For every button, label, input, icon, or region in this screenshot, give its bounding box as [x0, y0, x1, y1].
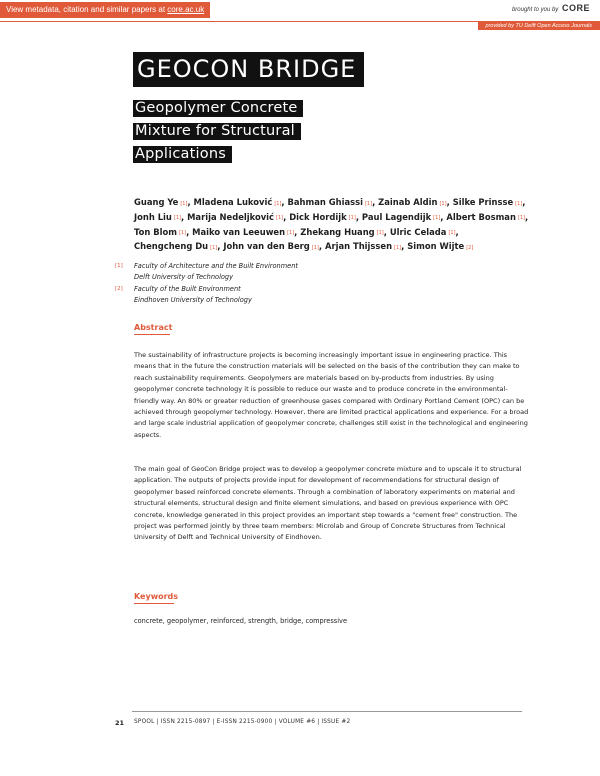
core-link-url[interactable]: core.ac.uk: [167, 5, 205, 14]
abstract-heading: Abstract: [134, 323, 170, 335]
author: [390, 227, 456, 237]
author-name: Ton Blom: [134, 226, 177, 237]
author-name: Maiko van Leeuwen: [192, 226, 286, 237]
affiliation-marker: [1]: [287, 230, 295, 237]
author: [289, 212, 356, 222]
author-name: Mladena Luković: [193, 197, 273, 207]
affiliation-marker: [1]: [180, 200, 188, 207]
author-name: Bahman Ghiassi: [287, 197, 363, 207]
provided-by-label: provided by TU Delft Open Access Journals: [478, 22, 600, 30]
author: [134, 212, 181, 222]
affiliation-marker: [1]: [517, 215, 526, 222]
author-name: Jonh Liu: [134, 211, 172, 222]
author-name: Arjan Thijssen: [325, 241, 393, 252]
author: [194, 197, 282, 207]
affiliation-marker: [1]: [348, 215, 356, 222]
affiliation-mark: [2]: [115, 285, 123, 292]
author: [187, 212, 283, 222]
core-logo[interactable]: CORE: [561, 3, 590, 13]
affiliation-line: Eindhoven University of Technology: [134, 295, 252, 304]
title-block: [133, 52, 364, 87]
affiliation-marker: [1]: [276, 215, 284, 222]
author: [300, 227, 383, 237]
affiliation-marker: [1]: [274, 200, 282, 207]
author: [134, 227, 186, 237]
author-name: Guang Ye: [134, 197, 179, 207]
core-metadata-link[interactable]: [0, 2, 210, 18]
keywords-heading: Keywords: [134, 592, 174, 604]
abstract-paragraph-1: The sustainability of infrastructure projects is becoming increasingly important issue in engineering practice. This means that in the future the construction materials will be selected on the basis of the contribution they can make to reach sustainability requirements. Geopolymers are materials based on by-products from industries. By using geopolymer concrete technology it is possible to reduce our waste and to produce concrete in the environmental-friendly way. An 80% or greater reduction of greenhouse gases compared with Ordinary Portland Cement (OPC) can be achieved through geopolymer technology. However, there are limited practical applications and experience. For a broad and large scale industrial application of geopolymer concrete, challenges still exist in the technological and engineering aspects.: [134, 351, 529, 439]
affiliation-line: Faculty of Architecture and the Built Environment: [134, 262, 298, 270]
brought-text: brought to you by: [511, 7, 559, 13]
author-name: Dick Hordijk: [289, 211, 347, 222]
affiliation-marker: [1]: [311, 244, 319, 251]
author-name: Zhekang Huang: [300, 226, 375, 237]
footer-divider: [132, 711, 522, 712]
affiliation-marker: [1]: [178, 230, 187, 237]
affiliation-line: Faculty of the Built Environment: [134, 284, 241, 293]
affiliation-marker: [1]: [173, 215, 181, 222]
paper-title: GEOCON BRIDGE: [133, 52, 364, 87]
author: [378, 197, 446, 207]
affiliation-marker: [1]: [515, 200, 523, 207]
core-link-text: View metadata, citation and similar papers at: [6, 5, 166, 14]
author-name: Ulric Celada: [389, 226, 447, 237]
affiliation-2: [115, 284, 298, 307]
affiliation-mark: [1]: [115, 263, 123, 269]
affiliation-marker: [1]: [376, 230, 384, 237]
author: [362, 212, 440, 222]
author: [223, 241, 319, 251]
affiliation-marker: [1]: [364, 200, 373, 207]
core-banner: [0, 0, 600, 22]
abstract-paragraph-2: The main goal of GeoCon Bridge project was to develop a geopolymer concrete mixture and to upscale it to structural application. The outputs of projects provide input for development of recommendations for structural design of geopolymer based reinforced concrete elements. Through a combination of laboratory experiments on material and structural elements, structural design and finite element simulations, and based on previous experience with OPC concrete, knowledge generated in this project provides an important step towards a "cement free" construction. The project was performed jointly by three team members: Microlab and Group of Concrete Structures from Technical University of Delft and Technical University of Eindhoven.: [134, 465, 522, 542]
author-name: Chengcheng Du: [134, 241, 209, 252]
affiliation-line: Delft University of Technology: [134, 273, 234, 282]
author: [134, 241, 217, 251]
author-name: Paul Lagendijk: [361, 211, 432, 222]
journal-info: SPOOL | ISSN 2215-0897 | E-ISSN 2215-0900 | VOLUME #6 | ISSUE #2: [134, 719, 351, 725]
author: [192, 227, 294, 237]
subtitle-text: Geopolymer Concrete Mixture for Structural Applications: [133, 100, 303, 163]
author-name: Silke Prinsse: [452, 197, 514, 207]
affiliations: [115, 261, 298, 306]
author: [325, 241, 401, 251]
author-name: Simon Wijte: [407, 241, 465, 252]
author: [407, 241, 473, 251]
keywords-list: concrete, geopolymer, reinforced, strength, bridge, compressive: [134, 617, 348, 625]
author: [134, 197, 187, 207]
author-name: John van den Berg: [223, 241, 310, 252]
author: [453, 197, 523, 207]
affiliation-marker: [1]: [210, 244, 218, 251]
author-name: Albert Bosman: [446, 211, 516, 222]
page-number: 21: [115, 719, 125, 727]
affiliation-marker: [2]: [466, 244, 474, 251]
affiliation-marker: [1]: [433, 215, 441, 222]
author-list: Guang Ye [1], Mladena Luković [1], Bahman Ghiassi [1], Zainab Aldin [1], Silke Prinsse [1], Jonh Liu [1], Marija Nedeljković [1], Dick Hordijk [1], Paul Lagendijk [1], Albert Bosman [1], Ton Blom [1], Maiko van Leeuwen [1], Zhekang Huang [1], Ulric Celada [1], Chengcheng Du [1], John van den Berg [1], Arjan Thijssen [1], Simon Wijte [2]: [134, 197, 529, 252]
affiliation-marker: [1]: [394, 244, 402, 251]
author: [288, 197, 373, 207]
author-name: Marija Nedeljković: [187, 211, 275, 222]
affiliation-marker: [1]: [439, 200, 447, 207]
affiliation-marker: [1]: [448, 230, 456, 237]
author: [446, 212, 525, 222]
brought-to-you: [512, 3, 590, 13]
affiliation-1: [115, 261, 298, 284]
author-name: Zainab Aldin: [378, 197, 438, 207]
paper-subtitle: [133, 97, 325, 166]
